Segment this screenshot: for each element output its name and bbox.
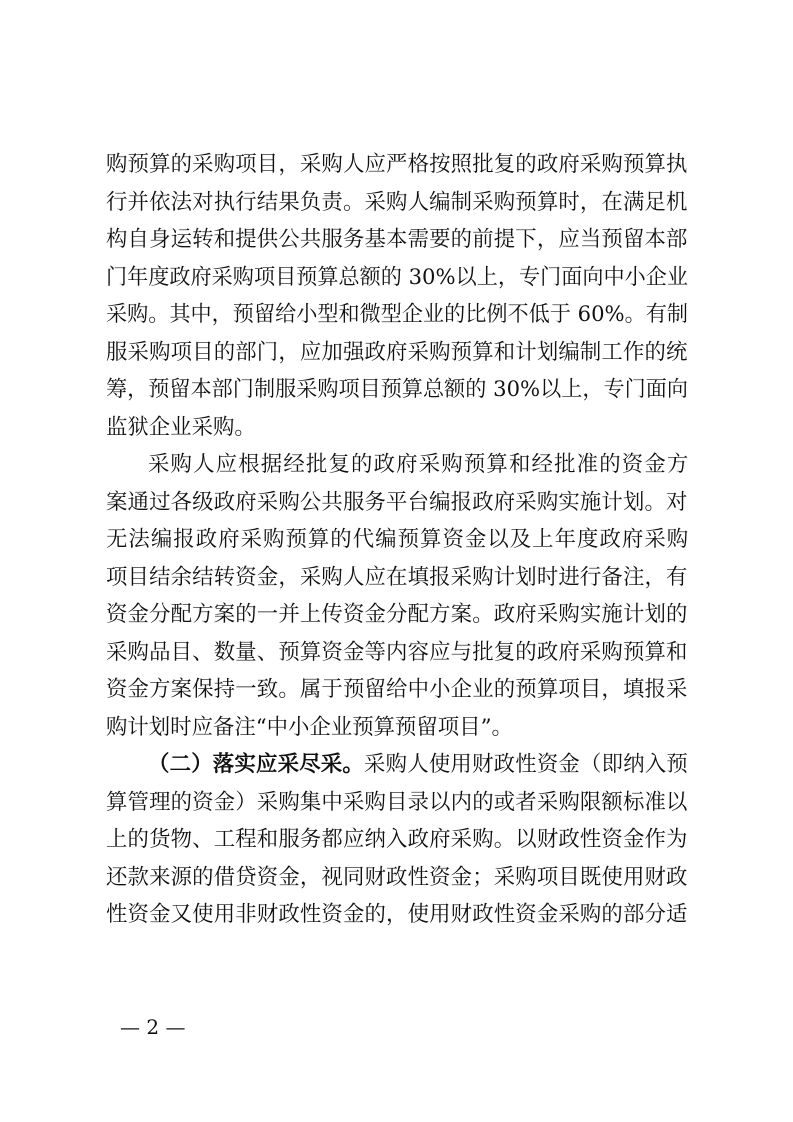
paragraph-3-line: 还款来源的借贷资金，视同财政性资金；采购项目既使用财政 [106,864,688,890]
paragraph-1-line: 行并依法对执行结果负责。采购人编制采购预算时，在满足机 [106,189,688,215]
section-heading: （二）落实应采尽采。 [148,752,365,777]
paragraph-2-line: 采购品目、数量、预算资金等内容应与批复的政府采购预算和 [106,639,688,665]
paragraph-2-line: 资金方案保持一致。属于预留给中小企业的预算项目，填报采 [106,677,688,702]
paragraph-2-line: 采购人应根据经批复的政府采购预算和经批准的资金方 [148,452,690,477]
paragraph-1-line: 购预算的采购项目，采购人应严格按照批复的政府采购预算执 [106,152,688,177]
paragraph-2-line: 资金分配方案的一并上传资金分配方案。政府采购实施计划的 [106,602,688,627]
paragraph-1-line: 构自身运转和提供公共服务基本需要的前提下，应当预留本部 [106,227,688,252]
paragraph-3-text: 采购人使用财政性资金（即纳入预 [364,752,689,777]
paragraph-1-line: 服采购项目的部门，应加强政府采购预算和计划编制工作的统 [106,339,688,365]
paragraph-2-line: 无法编报政府采购预算的代编预算资金以及上年度政府采购 [106,527,690,552]
paragraph-1-line: 采购。其中，预留给小型和微型企业的比例不低于 60%。有制 [106,302,689,327]
paragraph-2-line: 项目结余结转资金，采购人应在填报采购计划时进行备注，有 [106,564,688,590]
paragraph-2-line: 购计划时应备注“中小企业预算预留项目”。 [106,714,513,740]
page-number: — 2 — [120,1015,186,1039]
paragraph-3-line: 算管理的资金）采购集中采购目录以内的或者采购限额标准以 [106,789,688,815]
paragraph-3-line: 上的货物、工程和服务都应纳入政府采购。以财政性资金作为 [106,827,688,852]
paragraph-2-line: 案通过各级政府采购公共服务平台编报政府采购实施计划。对 [106,489,688,515]
paragraph-1-line: 筹，预留本部门制服采购项目预算总额的 30%以上，专门面向 [106,377,689,402]
paragraph-1-line: 门年度政府采购项目预算总额的 30%以上，专门面向中小企业 [106,264,689,290]
paragraph-3-first-line [148,750,688,780]
paragraph-3-line: 性资金又使用非财政性资金的，使用财政性资金采购的部分适 [106,902,688,927]
paragraph-1-line: 监狱企业采购。 [106,414,256,440]
